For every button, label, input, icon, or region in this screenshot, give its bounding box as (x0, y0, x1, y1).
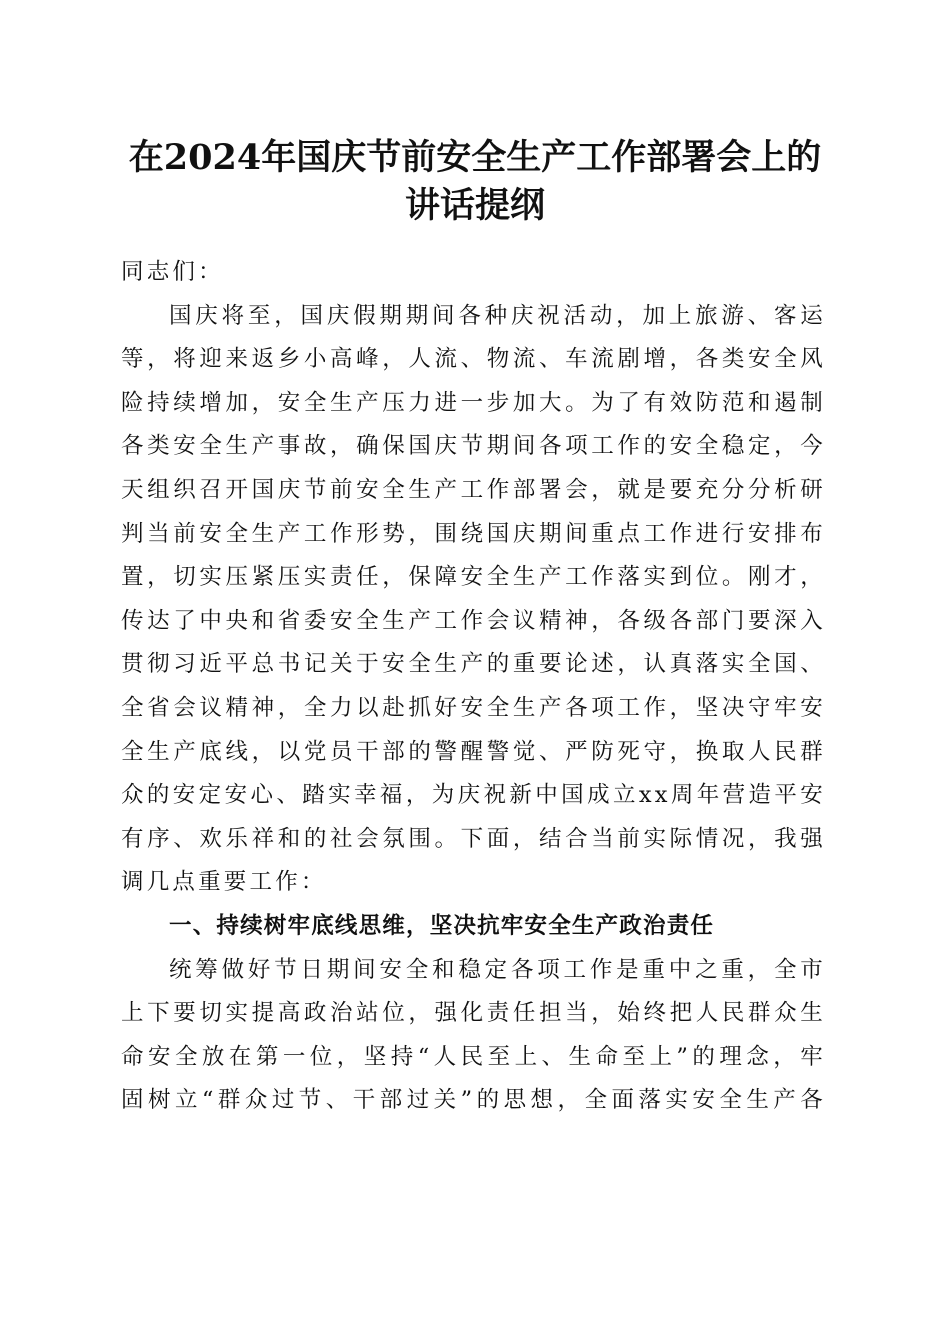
paragraph-line: 各类安全生产事故，确保国庆节期间各项工作的安全稳定，今 (121, 433, 826, 460)
paragraph-line: 等，将迎来返乡小高峰，人流、物流、车流剧增，各类安全风 (121, 346, 826, 373)
paragraph-line: 置，切实压紧压实责任，保障安全生产工作落实到位。刚才， (121, 564, 826, 591)
paragraph-1 (121, 295, 826, 905)
paragraph-line: 命安全放在第一位，坚持“人民至上、生命至上”的理念，牢 (121, 1043, 826, 1070)
paragraph-2 (121, 949, 826, 1123)
title-line-1: 在2024年国庆节前安全生产工作部署会上的 (128, 137, 822, 178)
paragraph-line: 险持续增加，安全生产压力进一步加大。为了有效防范和遏制 (121, 389, 826, 416)
paragraph-line: 众的安定安心、踏实幸福，为庆祝新中国成立xx周年营造平安 (121, 782, 826, 809)
document-body (121, 251, 826, 1123)
paragraph-line: 全省会议精神，全力以赴抓好安全生产各项工作，坚决守牢安 (121, 694, 826, 721)
paragraph-line: 全生产底线，以党员干部的警醒警觉、严防死守，换取人民群 (121, 738, 826, 765)
paragraph-line: 固树立“群众过节、干部过关”的思想，全面落实安全生产各 (121, 1087, 826, 1114)
title-line-2: 讲话提纲 (404, 185, 545, 226)
paragraph-line: 传达了中央和省委安全生产工作会议精神，各级各部门要深入 (121, 607, 826, 634)
paragraph-line: 统筹做好节日期间安全和稳定各项工作是重中之重，全市 (169, 956, 826, 983)
salutation: 同志们： (121, 259, 224, 285)
paragraph-line: 判当前安全生产工作形势，围绕国庆期间重点工作进行安排布 (121, 520, 826, 547)
paragraph-line: 贯彻习近平总书记关于安全生产的重要论述，认真落实全国、 (121, 651, 826, 678)
paragraph-line: 有序、欢乐祥和的社会氛围。下面，结合当前实际情况，我强 (121, 825, 826, 852)
paragraph-line: 国庆将至，国庆假期期间各种庆祝活动，加上旅游、客运 (169, 302, 826, 329)
document-title (100, 134, 850, 230)
paragraph-line: 上下要切实提高政治站位，强化责任担当，始终把人民群众生 (121, 1000, 826, 1027)
section-heading-1: 一、持续树牢底线思维，坚决抗牢安全生产政治责任 (169, 912, 715, 939)
paragraph-line: 天组织召开国庆节前安全生产工作部署会，就是要充分分析研 (121, 476, 826, 503)
paragraph-line: 调几点重要工作： (121, 869, 327, 896)
